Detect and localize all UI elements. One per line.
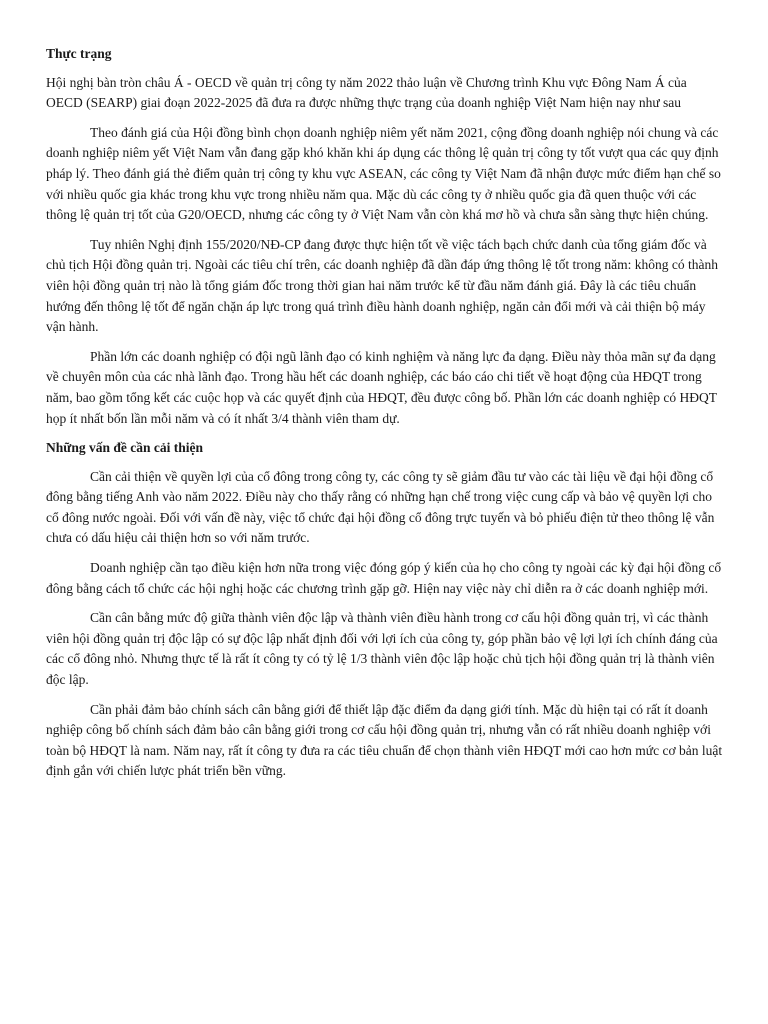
paragraph-board-balance: Cần cân bằng mức độ giữa thành viên độc lập và thành viên điều hành trong cơ cấu hội đồng quản trị, vì các thành viên hội đồng quản trị độc lập có sự độc lập nhất định đối với lợi ích của công ty, góp phần bảo vệ lợi lợi ích chính đáng của các cổ đông nhỏ. Nhưng thực tế là rất ít công ty có tỷ lệ 1/3 thành viên độc lập hoặc chủ tịch hội đồng quản trị là thành viên độc lập. (46, 610, 718, 688)
paragraph-shareholder-rights: Cần cải thiện về quyền lợi của cổ đông trong công ty, các công ty sẽ giảm đầu tư vào các tài liệu về đại hội đồng cổ đông bằng tiếng Anh vào năm 2022. Điều này cho thấy rằng có những hạn chế trong việc cung cấp và bảo vệ quyền lợi cho cổ đông nước ngoài. Đối với vấn đề này, việc tổ chức đại hội đồng cổ đông trực tuyến và bỏ phiếu điện tử theo thông lệ vẫn chưa có dấu hiệu cải thiện hơn so với năm trước. (46, 468, 715, 546)
paragraph-decree: Tuy nhiên Nghị định 155/2020/NĐ-CP đang được thực hiện tốt về việc tách bạch chức danh của tổng giám đốc và chủ tịch Hội đồng quản trị. Ngoài các tiêu chí trên, các doanh nghiệp đã dần đáp ứng thông lệ tốt trong năm: không có thành viên hội đồng quản trị nào là tổng giám đốc trong thời gian hai năm trước kể từ đầu năm đánh giá. Đây là các tiêu chuẩn hướng đến thông lệ tốt để ngăn chặn áp lực trong quá trình điều hành doanh nghiệp, ngăn cản đổi mới và cải thiện bộ máy vận hành. (46, 236, 719, 335)
intro-paragraph: Hội nghị bàn tròn châu Á - OECD về quản trị công ty năm 2022 thảo luận về Chương trình Khu vực Đông Nam Á của OECD (SEARP) giai đoạn 2022-2025 đã đưa ra được những thực trạng của doanh nghiệp Việt Nam hiện nay như sau (46, 74, 687, 111)
section-heading-current-state: Thực trạng (46, 46, 112, 61)
paragraph-feedback: Doanh nghiệp cần tạo điều kiện hơn nữa trong việc đóng góp ý kiến của họ cho công ty ngoài các kỳ đại hội đồng cổ đông bằng cách tổ chức các hội nghị hoặc các chương trình gặp gỡ. Hiện nay việc này chỉ diễn ra ở các doanh nghiệp mới. (46, 560, 722, 596)
paragraph-evaluation: Theo đánh giá của Hội đồng bình chọn doanh nghiệp niêm yết năm 2021, cộng đồng doanh nghiệp nói chung và các doanh nghiệp niêm yết Việt Nam vẫn đang gặp khó khăn khi áp dụng các thông lệ quản trị công ty tốt vượt qua các quy định pháp lý. Theo đánh giá thẻ điểm quản trị công ty khu vực ASEAN, các công ty Việt Nam đã nhận được mức điểm hạn chế so với nhiều quốc gia khác trong khu vực trong nhiều năm qua. Mặc dù các công ty ở nhiều quốc gia đã quen thuộc với các thông lệ quản trị tốt của G20/OECD, nhưng các công ty ở Việt Nam vẫn còn khá mơ hồ và chưa sẵn sàng thực hiện chúng. (46, 124, 721, 223)
paragraph-leadership: Phần lớn các doanh nghiệp có đội ngũ lãnh đạo có kinh nghiệm và năng lực đa dạng. Điều này thỏa mãn sự đa dạng về chuyên môn của các nhà lãnh đạo. Trong hầu hết các doanh nghiệp, các báo cáo chi tiết về hoạt động của HĐQT trong năm, bao gồm tổng kết các cuộc họp và các quyết định của HĐQT, đều được công bố. Phần lớn các doanh nghiệp có HĐQT họp ít nhất bốn lần mỗi năm và có ít nhất 3/4 thành viên tham dự. (46, 348, 717, 426)
paragraph-gender-balance: Cần phải đảm bảo chính sách cân bằng giới để thiết lập đặc điểm đa dạng giới tính. Mặc dù hiện tại có rất ít doanh nghiệp công bố chính sách đảm bảo cân bằng giới trong cơ cấu hội đồng quản trị, nhưng vẫn có rất nhiều doanh nghiệp với toàn bộ HĐQT là nam. Năm nay, rất ít công ty đưa ra các tiêu chuẩn để chọn thành viên HĐQT mới cao hơn mức cơ bản luật định gắn với chiến lược phát triển bền vững. (46, 701, 723, 779)
section-heading-improvements: Những vấn đề cần cải thiện (46, 440, 203, 456)
